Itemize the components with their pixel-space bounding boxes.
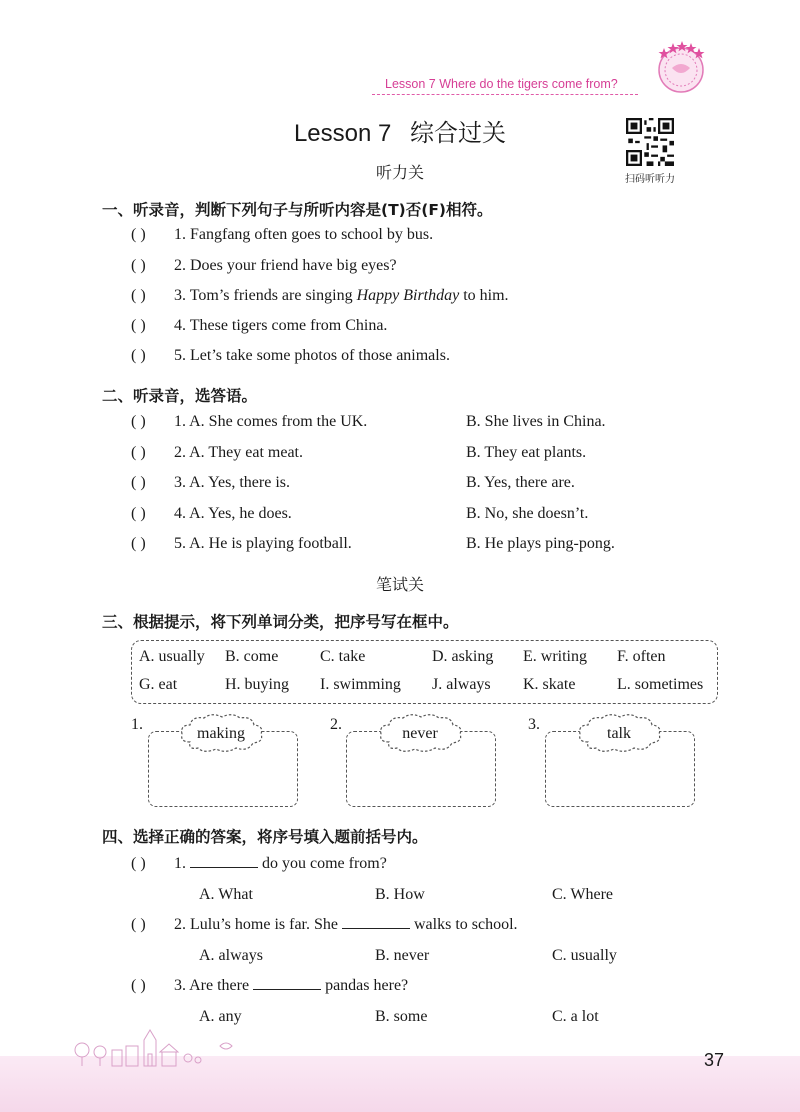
answer-paren[interactable]: ( ) bbox=[131, 855, 146, 872]
choice-a: A. any bbox=[199, 1008, 242, 1025]
fill-blank[interactable] bbox=[190, 855, 258, 868]
group-label: never bbox=[402, 725, 438, 742]
answer-paren[interactable]: ( ) bbox=[131, 977, 146, 994]
title-text: 综合过关 bbox=[410, 120, 507, 147]
writing-heading: 笔试关 bbox=[375, 575, 424, 594]
section3-heading: 三、根据提示，将下列单词分类，把序号写在框中。 bbox=[102, 613, 459, 631]
choice-c: C. a lot bbox=[552, 1008, 599, 1025]
group-number: 2. bbox=[330, 716, 342, 733]
option-a: 1. A. She comes from the UK. bbox=[174, 413, 368, 430]
crown-badge-icon bbox=[652, 38, 710, 96]
choice-c: C. usually bbox=[552, 947, 617, 964]
word-option: L. sometimes bbox=[617, 676, 704, 693]
question-text: 5. Let’s take some photos of those animals. bbox=[174, 347, 450, 364]
fill-blank[interactable] bbox=[253, 977, 321, 990]
word-option: A. usually bbox=[139, 648, 205, 665]
running-header: Lesson 7 Where do the tigers come from? bbox=[385, 77, 618, 91]
answer-paren[interactable]: ( ) bbox=[131, 916, 146, 933]
word-option: B. come bbox=[225, 648, 279, 665]
answer-paren[interactable]: ( ) bbox=[131, 287, 146, 304]
word-option: K. skate bbox=[523, 676, 576, 693]
word-option: I. swimming bbox=[320, 676, 401, 693]
qr-caption: 扫码听听力 bbox=[625, 174, 675, 185]
word-option: D. asking bbox=[432, 648, 494, 665]
question-text: 4. These tigers come from China. bbox=[174, 317, 388, 334]
answer-paren[interactable]: ( ) bbox=[131, 535, 146, 552]
word-option: J. always bbox=[432, 676, 491, 693]
option-a: 2. A. They eat meat. bbox=[174, 444, 303, 461]
section1-heading: 一、听录音，判断下列句子与所听内容是(T)否(F)相符。 bbox=[102, 201, 493, 219]
question-text: 3. Are there pandas here? bbox=[174, 977, 409, 994]
word-option: E. writing bbox=[523, 648, 587, 665]
group-number: 3. bbox=[528, 716, 540, 733]
lesson-label: Lesson 7 bbox=[293, 120, 392, 147]
option-a: 3. A. Yes, there is. bbox=[174, 474, 291, 491]
option-b: B. She lives in China. bbox=[466, 413, 606, 430]
section4-heading: 四、选择正确的答案，将序号填入题前括号内。 bbox=[102, 828, 428, 846]
question-text: 3. Tom’s friends are singing Happy Birthday to him. bbox=[174, 287, 509, 304]
question-text: 2. Lulu’s home is far. She walks to school. bbox=[174, 916, 518, 933]
page-title bbox=[0, 113, 800, 148]
answer-paren[interactable]: ( ) bbox=[131, 474, 146, 491]
word-option: F. often bbox=[617, 648, 666, 665]
answer-paren[interactable]: ( ) bbox=[131, 413, 146, 430]
choice-a: A. always bbox=[199, 947, 263, 964]
fill-blank[interactable] bbox=[342, 916, 410, 929]
page-number: 37 bbox=[704, 1050, 725, 1070]
question-text: 1. do you come from? bbox=[174, 855, 387, 872]
choice-c: C. Where bbox=[552, 886, 614, 903]
choice-b: B. some bbox=[375, 1008, 428, 1025]
option-b: B. They eat plants. bbox=[466, 444, 587, 461]
word-option: C. take bbox=[320, 648, 366, 665]
answer-paren[interactable]: ( ) bbox=[131, 257, 146, 274]
answer-paren[interactable]: ( ) bbox=[131, 505, 146, 522]
question-text: 1. Fangfang often goes to school by bus. bbox=[174, 226, 434, 243]
word-option: H. buying bbox=[225, 676, 289, 693]
question-text: 2. Does your friend have big eyes? bbox=[174, 257, 397, 274]
castle-doodle-icon bbox=[70, 1022, 250, 1068]
option-b: B. No, she doesn’t. bbox=[466, 505, 589, 522]
option-b: B. He plays ping-pong. bbox=[466, 535, 615, 552]
header-rule bbox=[372, 94, 638, 96]
answer-paren[interactable]: ( ) bbox=[131, 444, 146, 461]
answer-paren[interactable]: ( ) bbox=[131, 317, 146, 334]
song-title: Happy Birthday bbox=[356, 287, 460, 304]
answer-paren[interactable]: ( ) bbox=[131, 347, 146, 364]
word-option: G. eat bbox=[139, 676, 178, 693]
qr-code-icon[interactable] bbox=[626, 118, 674, 166]
choice-b: B. How bbox=[375, 886, 425, 903]
option-a: 5. A. He is playing football. bbox=[174, 535, 352, 552]
group-label: talk bbox=[607, 725, 631, 742]
group-label: making bbox=[197, 725, 245, 742]
choice-b: B. never bbox=[375, 947, 430, 964]
option-b: B. Yes, there are. bbox=[466, 474, 575, 491]
section2-heading: 二、听录音，选答语。 bbox=[102, 387, 258, 405]
choice-a: A. What bbox=[199, 886, 253, 903]
group-number: 1. bbox=[131, 716, 143, 733]
option-a: 4. A. Yes, he does. bbox=[174, 505, 292, 522]
answer-paren[interactable]: ( ) bbox=[131, 226, 146, 243]
listening-heading: 听力关 bbox=[375, 163, 424, 182]
